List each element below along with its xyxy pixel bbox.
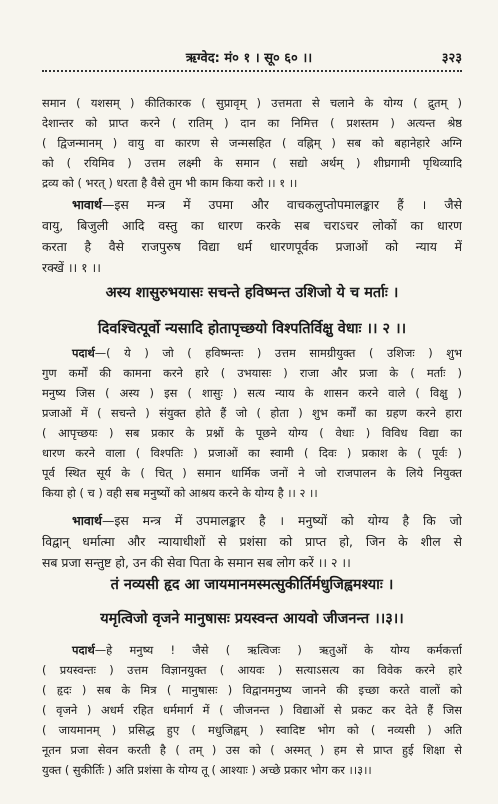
text-line: किया हो ( च ) वही सब मनुष्यों को आश्रय करने के योग्य है ।। २ ।। bbox=[42, 486, 318, 500]
running-title: ऋग्वेद: मं० १ । सू० ६० ।। bbox=[185, 51, 313, 66]
text-line: मनुष्य जिस ( अस्य ) इस ( शासुः ) सत्य न्याय के शासन करने वाले ( विक्षु ) bbox=[42, 386, 462, 400]
padartha-text: —हे मनुष्य ! जैसे ( ऋत्विजः ) ऋतुओं के योग्य कर्मकर्त्ता bbox=[94, 643, 462, 657]
padartha-text: —( ये ) जो ( हविष्मन्तः ) उत्तम सामग्रीयुक्त ( उशिजः ) शुभ bbox=[94, 346, 462, 360]
bhavartha-label: भावार्थ bbox=[72, 513, 102, 528]
text-line: धारण करने वाला ( विश्पतिः ) प्रजाओं का स्वामी ( दिवः ) प्रकाश के ( पूर्वः ) bbox=[42, 446, 462, 460]
text-line: युक्त ( सुकीर्तिः ) अति प्रशंसा के योग्य तू ( आश्याः ) अच्छे प्रकार भोग कर ।।३।। bbox=[42, 763, 372, 777]
page-number: ३२३ bbox=[441, 51, 462, 66]
text-line: वायु, बिजुली आदि वस्तु का धारण करके सब चराऽचर लोकों का धारण bbox=[42, 218, 462, 233]
mantra-line: अस्य शासुरुभयासः सचन्ते हविष्मन्त उशिजो ये च मर्ताः । bbox=[105, 285, 399, 301]
mantra-3 bbox=[42, 572, 462, 632]
text-line: ( आपृच्छयः ) सब प्रकार के प्रश्नों के पूछने योग्य ( वेधाः ) विविध विद्या का bbox=[42, 426, 462, 440]
text-line: विद्वान् धर्मात्मा और न्यायाधीशों से प्रशंसा को प्राप्त हो, जिन के शील से bbox=[42, 534, 462, 549]
header-divider bbox=[42, 70, 462, 72]
text-line: द्रव्य को ( भरत् ) धरता है वैसे तुम भी काम किया करो ।। १ ।। bbox=[42, 176, 298, 190]
text-line: ( द्विजन्मानम् ) वायु वा कारण से जन्मसहित ( वह्निम् ) सब को बहानेहारे अग्नि bbox=[42, 136, 462, 150]
text-line: ( प्रयस्वन्तः ) उत्तम विज्ञानयुक्त ( आयवः ) सत्याऽसत्य का विवेक करने हारे bbox=[42, 663, 462, 677]
text-line: पूर्व स्थित सूर्य के ( चित् ) समान धार्मिक जनों ने जो राजपालन के लिये नियुक्त bbox=[42, 466, 462, 480]
bhavartha-label: भावार्थ bbox=[72, 197, 102, 212]
bhavartha-2 bbox=[42, 510, 462, 573]
bhavartha-text: —इस मन्त्र में उपमा और वाचकलुप्तोपमालङ्कार हैं । जैसे bbox=[101, 197, 462, 212]
text-line: ( वृजने ) अधर्म रहित धर्ममार्ग में ( जीजनन्त ) विद्याओं से प्रकट कर देते हैं जिस bbox=[42, 703, 462, 717]
text-line: देशान्तर को प्राप्त करने ( रातिम् ) दान का निमित्त ( प्रशस्तम ) अत्यन्त श्रेष्ठ bbox=[42, 116, 462, 130]
text-line: ( हृदः ) सब के मित्र ( मानुषासः ) विद्वानमनुष्य जानने की इच्छा करते वालों को bbox=[42, 683, 462, 697]
text-line: रक्खें ।। १ ।। bbox=[42, 260, 101, 275]
bhavartha-1 bbox=[42, 194, 462, 278]
bhavartha-text: —इस मन्त्र में उपमालङ्कार है । मनुष्यों को योग्य है कि जो bbox=[101, 513, 462, 528]
text-line: सब प्रजा सन्तुष्ट हो, उन की सेवा पिता के समान सब लोग करें ।। २ ।। bbox=[42, 555, 351, 570]
mantra-2 bbox=[42, 280, 462, 342]
mantra-line: यमृत्विजो वृजने मानुषासः प्रयस्वन्त आयवो जीजनन्त ।।३।। bbox=[100, 611, 404, 627]
text-line: गुण कर्मों की कामना करने हारे ( उभयासः ) राजा और प्रजा के ( मर्ताः ) bbox=[42, 366, 462, 380]
mantra-line: दिवश्चित्पूर्वो न्यसादि होतापृच्छयो विश्पतिर्विक्षु वेधाः ।। २ ।। bbox=[97, 321, 407, 337]
text-line: करता है वैसे राजपुरुष विद्या धर्म धारणपूर्वक प्रजाओं को न्याय में bbox=[42, 239, 462, 254]
text-line: समान ( यशसम् ) कीतिकारक ( सुप्रावृम् ) उत्तमता से चलाने के योग्य ( द्रुतम् ) bbox=[42, 96, 462, 110]
text-line: को ( रयिमिव ) उत्तम लक्ष्मी के समान ( सद्यो अर्थम् ) शीघ्रगामी पृथिव्यादि bbox=[42, 156, 462, 170]
mantra-line: तं नव्यसी हृद आ जायमानमस्मत्सुकीर्तिर्मधुजिह्वमश्याः । bbox=[110, 577, 394, 593]
page-header bbox=[0, 46, 498, 68]
padartha-continued bbox=[42, 93, 462, 193]
text-line: नूतन प्रजा सेवन करती है ( तम् ) उस को ( अस्मत् ) हम से प्राप्त हुई शिक्षा से bbox=[42, 743, 462, 757]
padartha-label: पदार्थ bbox=[72, 346, 95, 360]
padartha-label: पदार्थ bbox=[72, 643, 95, 657]
padartha-3 bbox=[42, 640, 462, 780]
text-line: ( जायमानम् ) प्रसिद्ध हुए ( मधुजिह्वम् ) स्वादिष्ट भोग को ( नव्यसी ) अति bbox=[42, 723, 462, 737]
padartha-2 bbox=[42, 343, 462, 503]
text-line: प्रजाओं में ( सचन्ते ) संयुक्त होते हैं जो ( होता ) शुभ कर्मों का ग्रहण करने हारा bbox=[42, 406, 462, 420]
